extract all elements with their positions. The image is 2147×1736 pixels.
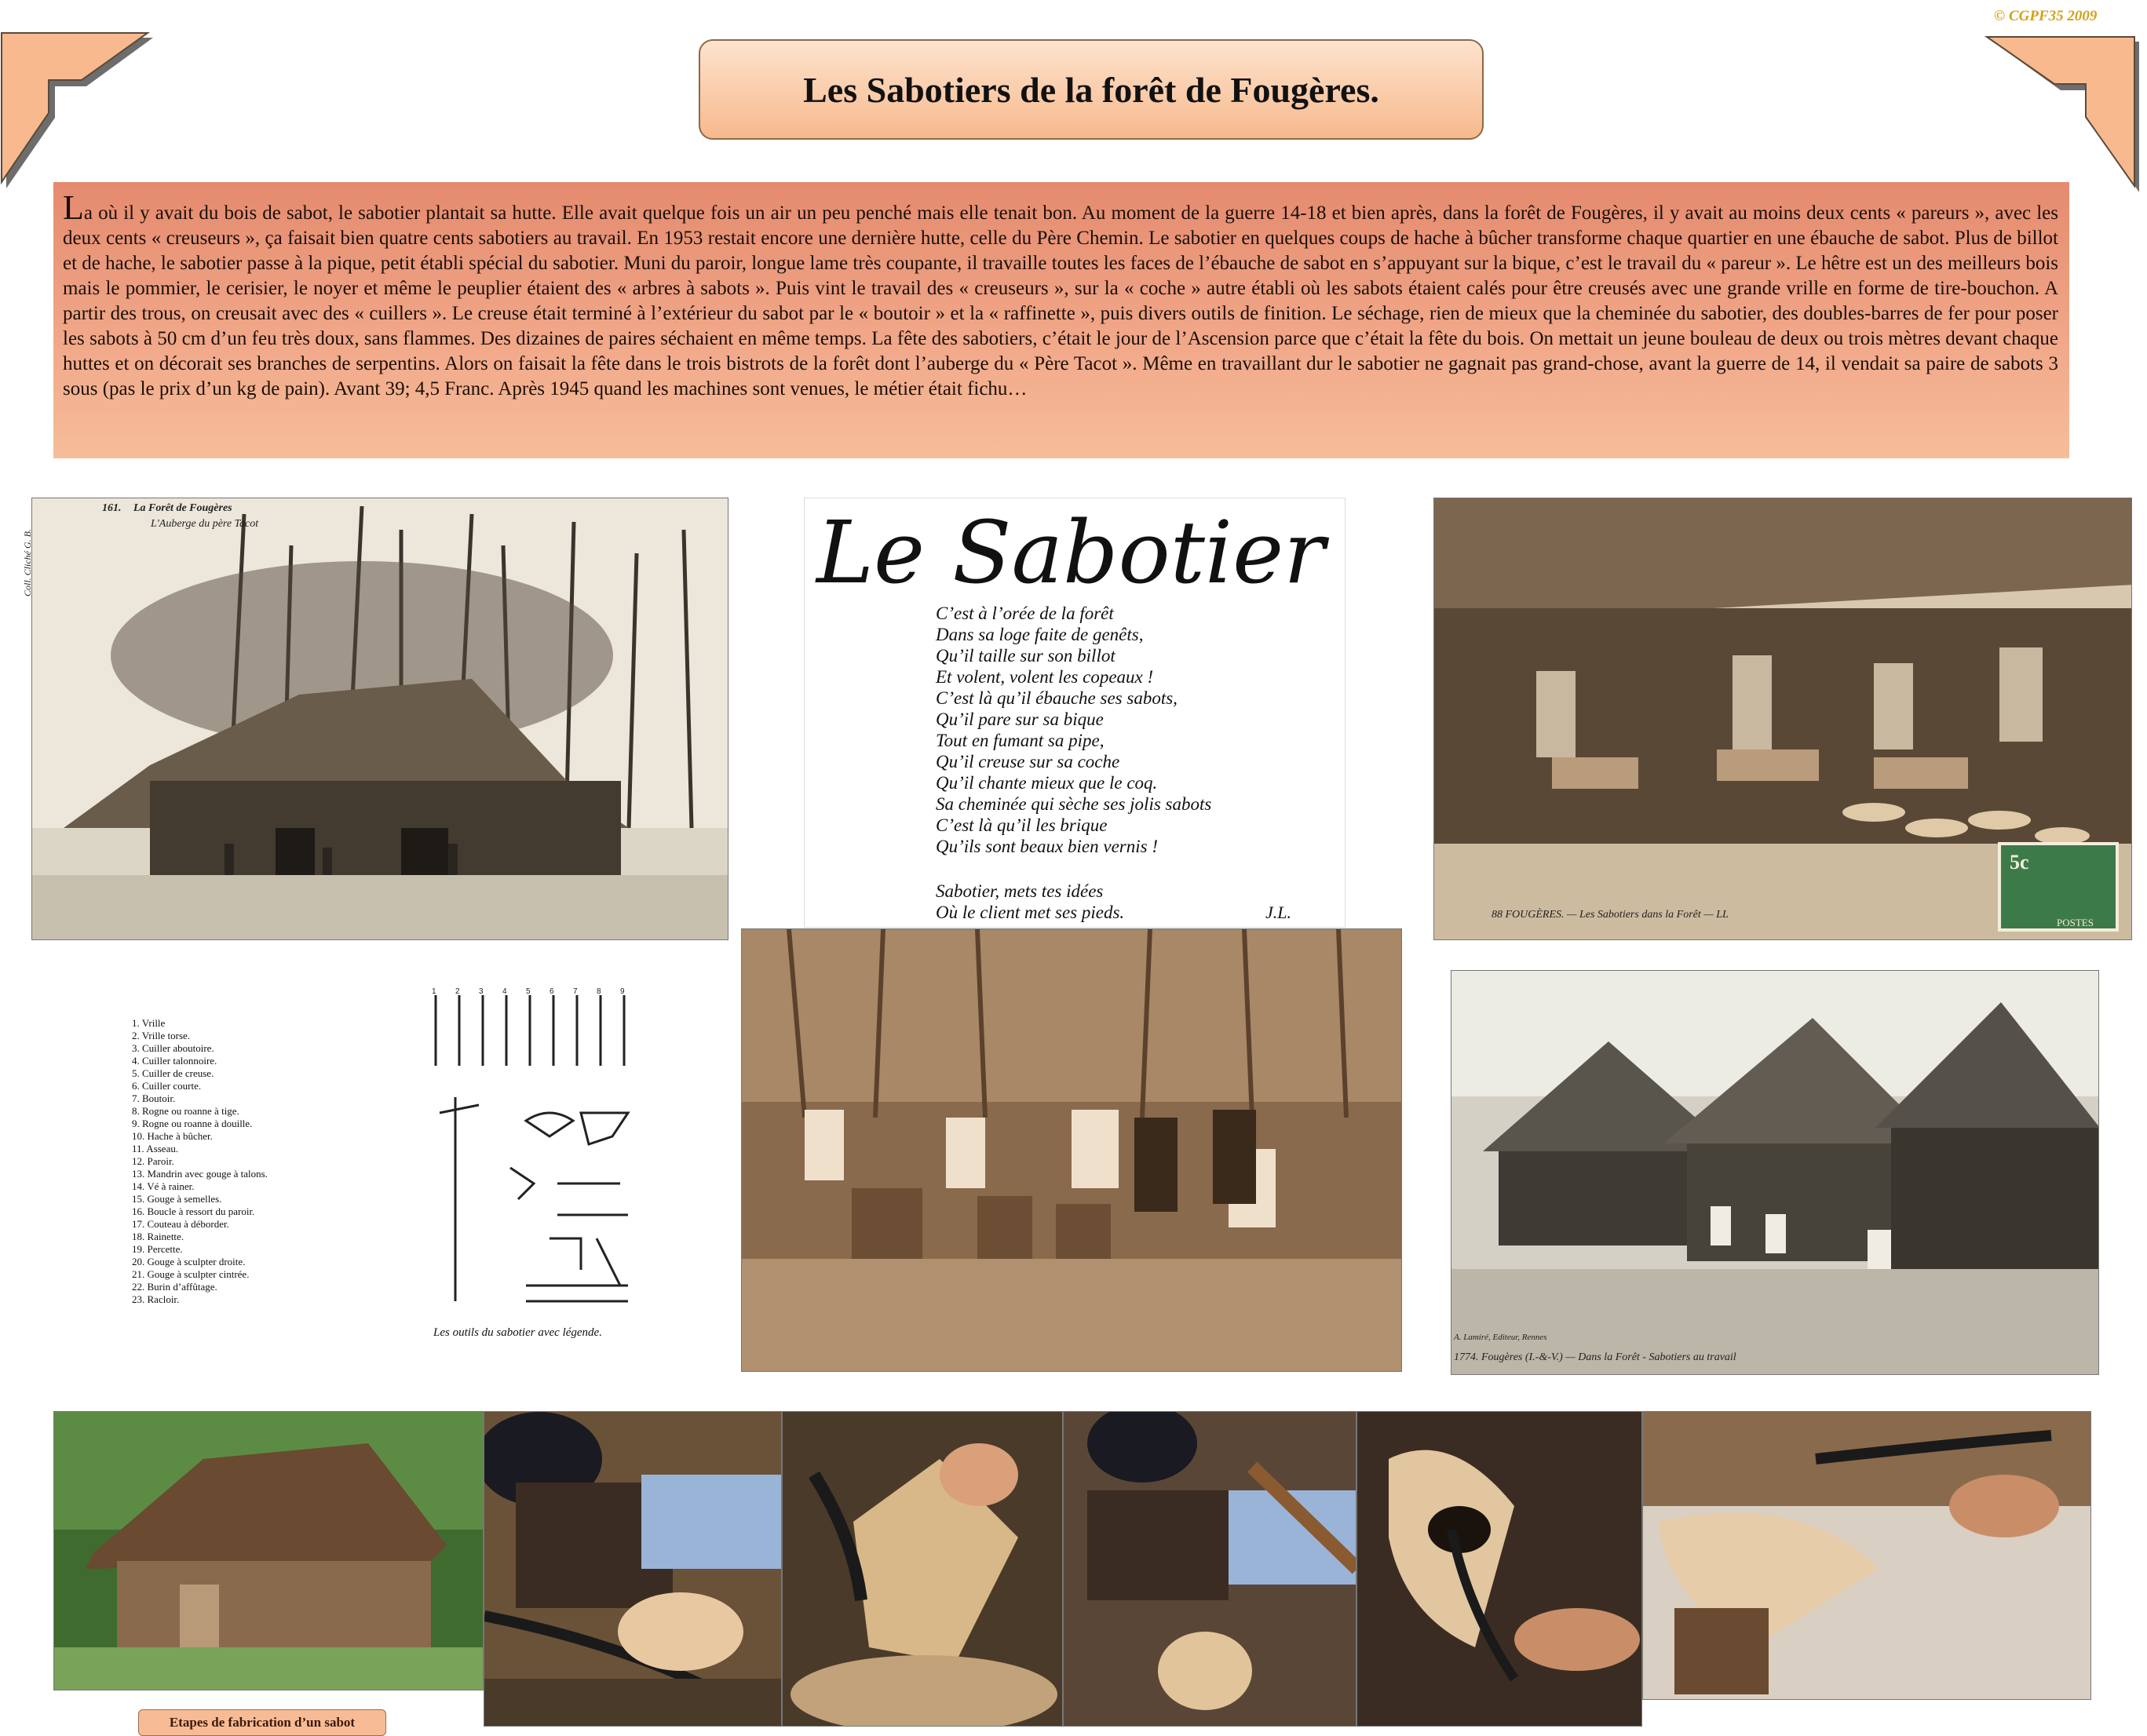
tool-item: 23. Racloir. <box>132 1293 180 1305</box>
svg-text:5: 5 <box>526 987 531 996</box>
tools-caption: Les outils du sabotier avec légende. <box>433 1326 602 1339</box>
poem-line: Dans sa loge faite de genêts, <box>936 625 1144 644</box>
postcard1-heading: La Forêt de Fougères <box>133 502 232 514</box>
postage-stamp-label: POSTES <box>2057 917 2094 928</box>
photo-step-cuiller <box>1642 1411 2091 1700</box>
svg-text:3: 3 <box>479 987 484 996</box>
tool-item: 3. Cuiller aboutoire. <box>132 1042 214 1054</box>
poem-refrain-line: Où le client met ses pieds. <box>936 903 1125 922</box>
postcard1-side-credit: Coll. Cliché G. B. <box>22 529 33 596</box>
poem-signature: J.L. <box>1265 903 1291 922</box>
tool-item: 8. Rogne ou roanne à tige. <box>132 1105 239 1117</box>
tool-item: 17. Couteau à déborder. <box>132 1218 229 1230</box>
poem-line: Qu’il creuse sur sa coche <box>936 752 1120 771</box>
photo-step-vrille <box>1356 1411 1642 1727</box>
tool-item: 2. Vrille torse. <box>132 1030 191 1041</box>
svg-text:4: 4 <box>502 987 507 996</box>
intro-drop-cap: L <box>63 188 84 227</box>
tool-item: 4. Cuiller talonnoire. <box>132 1055 217 1067</box>
postcard3-caption: 1774. Fougères (I.-&-V.) — Dans la Forêt - Sabotiers au travail <box>1454 1351 1736 1363</box>
tool-item: 18. Rainette. <box>132 1231 184 1242</box>
poem-line: Tout en fumant sa pipe, <box>936 731 1105 750</box>
svg-text:2: 2 <box>455 987 460 996</box>
postcard1-subheading: L'Auberge du père Tacot <box>151 518 259 530</box>
svg-text:8: 8 <box>597 987 601 996</box>
svg-text:9: 9 <box>620 987 625 996</box>
photo-step-roughing <box>782 1411 1063 1727</box>
svg-text:1: 1 <box>432 987 436 996</box>
tool-item: 9. Rogne ou roanne à douille. <box>132 1118 253 1129</box>
tool-item: 13. Mandrin avec gouge à talons. <box>132 1168 268 1180</box>
tool-item: 7. Boutoir. <box>132 1092 176 1104</box>
intro-text-box <box>53 182 2069 458</box>
tool-item: 1. Vrille <box>132 1017 166 1029</box>
tool-item: 21. Gouge à sculpter cintrée. <box>132 1268 250 1280</box>
svg-text:7: 7 <box>573 987 578 996</box>
page-title: Les Sabotiers de la forêt de Fougères. <box>699 39 1484 140</box>
photo-auberge-pere-tacot <box>31 498 728 940</box>
postage-stamp-value: 5c <box>2010 851 2029 873</box>
photo-sabotiers-au-travail <box>1451 970 2099 1375</box>
postcard2-caption: 88 FOUGÈRES. — Les Sabotiers dans la Forêt — LL <box>1492 909 1729 921</box>
tools-illustration <box>424 987 652 1317</box>
tool-item: 11. Asseau. <box>132 1143 179 1154</box>
poem-verse <box>936 603 1344 857</box>
tool-item: 6. Cuiller courte. <box>132 1080 202 1092</box>
intro-paragraph: a où il y avait du bois de sabot, le sabotier plantait sa hutte. Elle avait quelque fois un air un peu penché mais elle tenait bon. Au moment de la guerre 14-18 et bien après, dans la forêt de Fougères, il y avait au moins deux cents « pareurs », avec les deux cents « creuseurs », ça faisait bien quatre cents sabotiers au travail. En 1953 restait encore une dernière hutte, celle du Père Chemin. Le sabotier en quelques coups de hache à bûcher transforme chaque quartier en une ébauche de sabot. Plus de billot et de hache, le sabotier passe à la pique, petit établi spécial du sabotier. Muni du paroir, longue lame très coupante, il travaille toutes les faces de l’ébauche de sabot en s’appuyant sur la bique, c’est le travail du « pareur ». Le hêtre est un des meilleurs bois mais le pommier, le cerisier, le noyer et même le peuplier étaient des « arbres à sabots ». Puis vint le travail des « creuseurs », sur la « coche » autre établi où les sabots étaient calés pour être creusés avec une grande vrille en forme de tire-bouchon. A partir des trous, on creusait avec des « cuillers ». Le creuse était terminé à l’extérieur du sabot par le « boutoir » et la « raffinette », puis divers outils de finition. Le séchage, rien de mieux que la cheminée du sabotier, des doubles-barres de fer pour poser les sabots à 50 cm d’un feu très doux, sans flammes. Des dizaines de paires séchaient en même temps. La fête des sabotiers, c’était le jour de l’Ascension parce que c’était la fête du bois. On mettait un jeune bouleau de deux ou trois mètres devant chaque huttes et on décorait ses branches de serpentins. Alors on faisait la fête dans le trois bistrots de la forêt dont l’auberge du « Père Tacot ». Même en travaillant dur le sabotier ne gagnait pas grand-chose, avant la guerre de 14, il vendait sa paire de sabots 3 sous (pas le prix d’un kg de pain). Avant 39; 4,5 Franc. Après 1945 quand les machines sont venues, le métier était fichu… <box>63 202 2058 399</box>
tool-item: 10. Hache à bûcher. <box>132 1130 213 1142</box>
poem-line: C’est là qu’il ébauche ses sabots, <box>936 688 1178 708</box>
copyright-notice: © CGPF35 2009 <box>1994 8 2098 24</box>
photo-step-hut <box>53 1411 484 1690</box>
tool-item: 16. Boucle à ressort du paroir. <box>132 1205 255 1217</box>
photo-step-hollowing <box>1063 1411 1356 1727</box>
steps-label: Etapes de fabrication d’un sabot <box>138 1709 386 1736</box>
poem-line: Qu’il chante mieux que le coq. <box>936 773 1158 793</box>
svg-text:6: 6 <box>550 987 554 996</box>
poem-refrain-line: Sabotier, mets tes idées <box>936 881 1104 901</box>
tool-item: 20. Gouge à sculpter droite. <box>132 1256 246 1267</box>
tool-item: 19. Percette. <box>132 1243 183 1255</box>
corner-ornament-right <box>1982 35 2147 200</box>
tool-item: 5. Cuiller de creuse. <box>132 1067 214 1079</box>
tool-item: 14. Vé à rainer. <box>132 1180 195 1192</box>
tool-item: 12. Paroir. <box>132 1155 174 1167</box>
poem-line: Sa cheminée qui sèche ses jolis sabots <box>936 794 1212 814</box>
tool-item: 22. Burin d’affûtage. <box>132 1281 217 1293</box>
poem-refrain <box>936 881 1124 923</box>
postcard3-publisher: A. Lamiré, Editeur, Rennes <box>1454 1333 1547 1342</box>
poem-line: Qu’il pare sur sa bique <box>936 709 1104 729</box>
poem-line: C’est là qu’il les brique <box>936 815 1108 835</box>
tool-item: 15. Gouge à semelles. <box>132 1193 222 1205</box>
postcard1-number: 161. <box>102 502 122 514</box>
poem-title: Le Sabotier <box>816 502 1325 603</box>
photo-step-paring <box>484 1411 782 1727</box>
tools-legend-list <box>132 1017 268 1306</box>
corner-ornament-left <box>0 31 157 196</box>
photo-sabotiers-group <box>741 928 1402 1372</box>
poem-line: Et volent, volent les copeaux ! <box>936 667 1154 687</box>
poem-line: Qu’ils sont beaux bien vernis ! <box>936 837 1158 856</box>
poem-line: C’est à l’orée de la forêt <box>936 604 1114 623</box>
poem-line: Qu’il taille sur son billot <box>936 646 1115 666</box>
